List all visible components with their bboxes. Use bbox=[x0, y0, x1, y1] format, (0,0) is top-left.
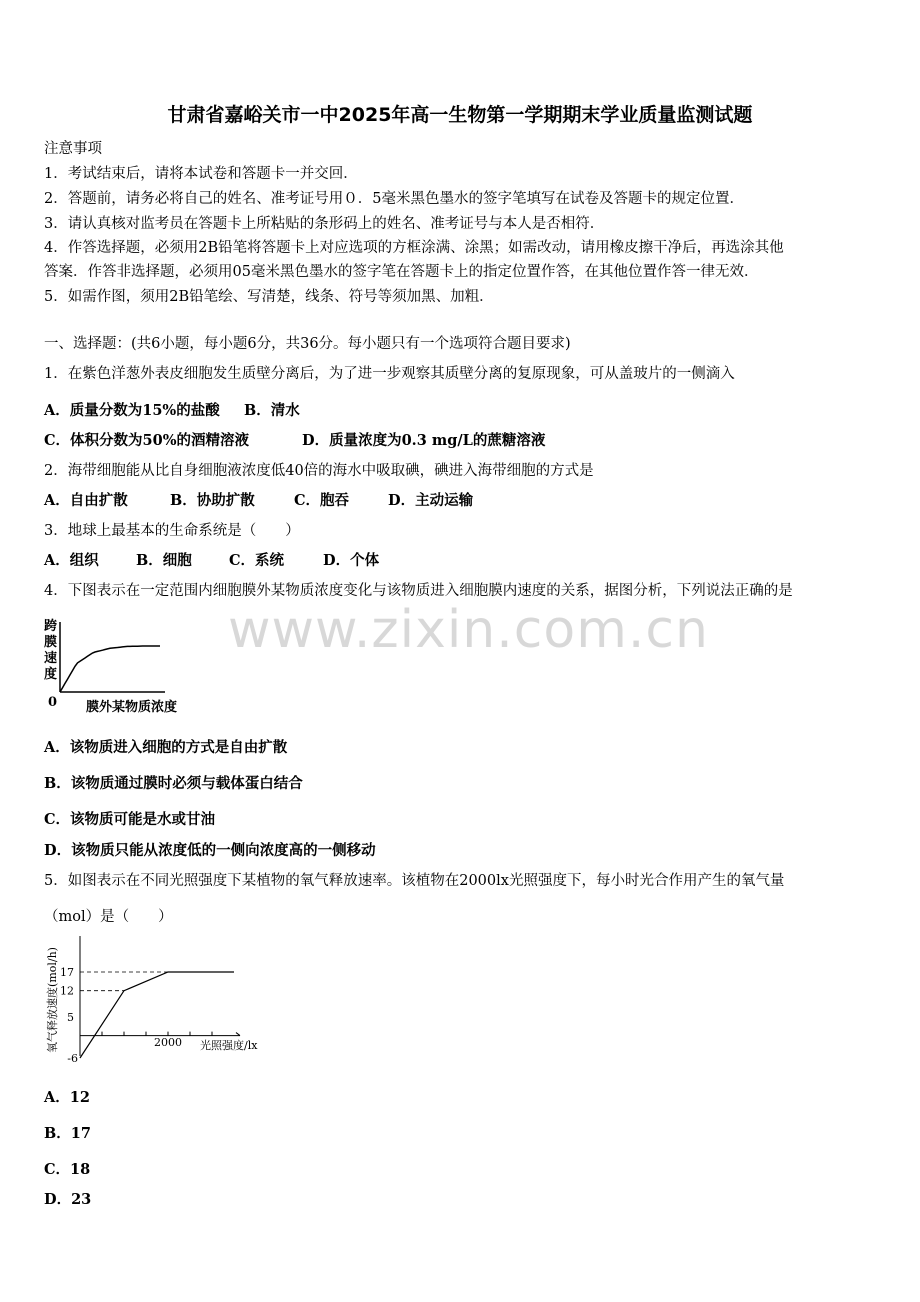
q5-ytick-neg6: -6 bbox=[67, 1052, 78, 1065]
q1-option-b: B．清水 bbox=[244, 402, 300, 419]
q3-option-b: B．细胞 bbox=[136, 552, 192, 569]
q3-stem: 3．地球上最基本的生命系统是（ ） bbox=[44, 523, 300, 539]
notice-item-4-cont: 答案．作答非选择题，必须用05毫米黑色墨水的签字笔在答题卡上的指定位置作答，在其他位置作答一律无效． bbox=[44, 264, 759, 280]
q1-option-a: A．质量分数为15%的盐酸 bbox=[44, 402, 220, 419]
q1-option-d: D．质量浓度为0.3 mg/L的蔗糖溶液 bbox=[302, 432, 546, 449]
notice-item-1: 1．考试结束后，请将本试卷和答题卡一并交回． bbox=[44, 166, 358, 182]
q5-stem-2: （mol）是（ ） bbox=[44, 909, 173, 925]
q4-ylabel-2: 膜 bbox=[44, 635, 58, 650]
q3-option-d: D．个体 bbox=[323, 552, 380, 569]
q4-chart bbox=[40, 612, 200, 722]
q5-stem-1: 5．如图表示在不同光照强度下某植物的氧气释放速率。该植物在2000lx光照强度下，每小时光合作用产生的氧气量 bbox=[44, 873, 785, 889]
q4-ylabel-3: 速 bbox=[44, 651, 58, 666]
section-heading: 一、选择题：(共6小题，每小题6分，共36分。每小题只有一个选项符合题目要求) bbox=[44, 336, 571, 352]
q3-option-c: C．系统 bbox=[229, 552, 285, 569]
notice-item-3: 3．请认真核对监考员在答题卡上所粘贴的条形码上的姓名、准考证号与本人是否相符． bbox=[44, 216, 605, 232]
notice-item-4: 4．作答选择题，必须用2B铅笔将答题卡上对应选项的方框涂满、涂黑；如需改动，请用橡皮擦干净后，再选涂其他 bbox=[44, 240, 784, 256]
q4-origin-label: 0 bbox=[48, 695, 58, 710]
q5-ylabel: 氧气释放速度(mol/h) bbox=[46, 947, 59, 1053]
q2-option-c: C．胞吞 bbox=[294, 492, 350, 509]
q4-option-c: C．该物质可能是水或甘油 bbox=[44, 811, 216, 828]
q5-chart bbox=[40, 928, 280, 1070]
q2-option-a: A．自由扩散 bbox=[44, 492, 128, 509]
q5-option-c: C．18 bbox=[44, 1161, 91, 1178]
q4-series-line bbox=[60, 646, 160, 692]
q2-stem: 2．海带细胞能从比自身细胞液浓度低40倍的海水中吸取碘，碘进入海带细胞的方式是 bbox=[44, 463, 594, 479]
q3-option-a: A．组织 bbox=[44, 552, 99, 569]
notice-item-5: 5．如需作图，须用2B铅笔绘、写清楚，线条、符号等须加黑、加粗． bbox=[44, 289, 494, 305]
q4-xlabel: 膜外某物质浓度 bbox=[86, 700, 178, 715]
q1-stem: 1．在紫色洋葱外表皮细胞发生质壁分离后，为了进一步观察其质壁分离的复原现象，可从盖玻片的一侧滴入 bbox=[44, 366, 735, 382]
watermark: www.zixin.com.cn bbox=[228, 600, 709, 660]
notice-heading: 注意事项 bbox=[44, 141, 102, 157]
q4-ylabel-4: 度 bbox=[44, 667, 58, 682]
q5-ytick-5: 5 bbox=[67, 1010, 74, 1024]
q4-ylabel-1: 跨 bbox=[44, 619, 58, 634]
q4-option-a: A．该物质进入细胞的方式是自由扩散 bbox=[44, 739, 288, 756]
q4-option-d: D．该物质只能从浓度低的一侧向浓度高的一侧移动 bbox=[44, 842, 376, 859]
q4-option-b: B．该物质通过膜时必须与载体蛋白结合 bbox=[44, 775, 303, 792]
q5-option-a: A．12 bbox=[44, 1089, 90, 1106]
notice-item-2: 2．答题前，请务必将自己的姓名、准考证号用０．5毫米黑色墨水的签字笔填写在试卷及答题卡的规定位置． bbox=[44, 191, 744, 207]
q5-xlabel: 光照强度/lx bbox=[200, 1039, 258, 1052]
q5-option-b: B．17 bbox=[44, 1125, 91, 1142]
q5-option-d: D．23 bbox=[44, 1191, 92, 1208]
q2-option-b: B．协助扩散 bbox=[170, 492, 255, 509]
q2-option-d: D．主动运输 bbox=[388, 492, 474, 509]
page-title: 甘肃省嘉峪关市一中2025年高一生物第一学期期末学业质量监测试题 bbox=[167, 104, 753, 126]
q5-xtick-2000: 2000 bbox=[154, 1036, 182, 1049]
q5-ytick-12: 12 bbox=[60, 984, 74, 998]
q1-option-c: C．体积分数为50%的酒精溶液 bbox=[44, 432, 249, 449]
q4-stem: 4．下图表示在一定范围内细胞膜外某物质浓度变化与该物质进入细胞膜内速度的关系，据图分析，下列说法正确的是 bbox=[44, 583, 793, 599]
q5-ytick-17: 17 bbox=[60, 966, 74, 979]
